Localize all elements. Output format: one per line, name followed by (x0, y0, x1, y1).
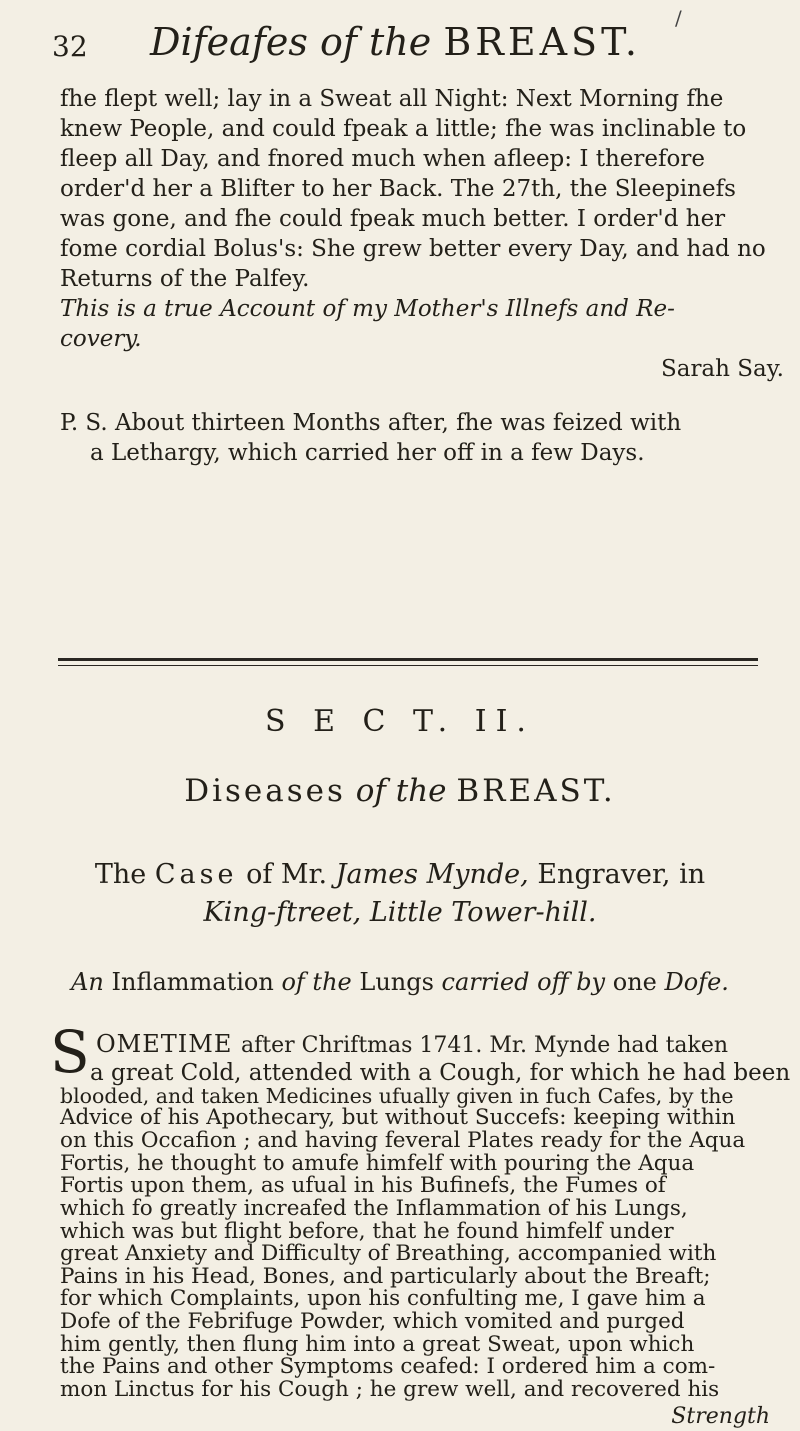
body-line: blooded, and taken Medicines ufually given in fuch Cafes, by the (60, 1084, 734, 1108)
running-header (52, 18, 752, 70)
heading-breast: BREAST. (456, 773, 616, 809)
section-divider (58, 658, 758, 666)
case-of-mr: of Mr. (246, 859, 328, 890)
catchword: Strength (671, 1404, 770, 1429)
case-name: James Mynde, (335, 859, 529, 890)
page-number: 32 (52, 30, 88, 63)
opening-line (96, 1030, 728, 1058)
running-title-italic: Difeafes of the (150, 20, 432, 64)
margin-mark: / (675, 6, 682, 30)
text-line: Returns of the Palfey. (60, 266, 310, 292)
body-line: which was but flight before, that he found himfelf under (60, 1219, 674, 1244)
subtitle-of-the: of the (281, 968, 352, 996)
postscript-line: a Lethargy, which carried her off in a few Days. (90, 440, 645, 466)
opening-word: OMETIME (96, 1030, 233, 1058)
body-line: which fo greatly increafed the Inflammation of his Lungs, (60, 1196, 688, 1221)
body-line: mon Linctus for his Cough ; he grew well, and recovered his (60, 1377, 720, 1402)
subtitle-carried: carried off by (441, 968, 606, 996)
case-word: Case (154, 859, 238, 890)
subtitle-inflammation: Inflammation (111, 968, 274, 996)
case-subtitle (0, 968, 800, 996)
case-trade: Engraver, in (537, 859, 706, 890)
subtitle-dofe: Dofe. (664, 968, 729, 996)
body-line: Dofe of the Febrifuge Powder, which vomited and purged (60, 1309, 685, 1334)
section-title: S E C T. II. (265, 704, 535, 739)
subtitle-one: one (612, 968, 657, 996)
case-the: The (94, 859, 147, 890)
text-line: knew People, and could fpeak a little; fhe was inclinable to (60, 116, 747, 142)
heading-diseases: Diseases (184, 773, 346, 809)
body-line: Advice of his Apothecary, but without Succefs: keeping within (60, 1105, 736, 1130)
body-line: him gently, then flung him into a great Sweat, upon which (60, 1332, 695, 1357)
running-title-caps: BREAST. (443, 20, 641, 64)
body-line: Pains in his Head, Bones, and particularly about the Breaft; (60, 1264, 711, 1289)
account-line: covery. (60, 326, 142, 352)
heading-of-the: of the (355, 773, 447, 809)
text-line: was gone, and fhe could fpeak much better. I order'd her (60, 206, 726, 232)
subtitle-an: An (71, 968, 104, 996)
body-line: the Pains and other Symptoms ceafed: I ordered him a com- (60, 1354, 716, 1379)
body-line: great Anxiety and Difficulty of Breathing, accompanied with (60, 1241, 717, 1266)
section-heading (0, 773, 800, 809)
body-line: Fortis upon them, as ufual in his Bufinefs, the Fumes of (60, 1173, 666, 1198)
running-title (150, 20, 641, 64)
subtitle-lungs: Lungs (359, 968, 434, 996)
text-line: fleep all Day, and fnored much when afleep: I therefore (60, 146, 705, 172)
body-line: Fortis, he thought to amufe himfelf with pouring the Aqua (60, 1151, 695, 1176)
drop-cap: S (50, 1018, 90, 1086)
text-line: order'd her a Blifter to her Back. The 27th, the Sleepinefs (60, 176, 736, 202)
body-line: for which Complaints, upon his confulting me, I gave him a (60, 1286, 706, 1311)
account-line: This is a true Account of my Mother's Illnefs and Re- (60, 296, 675, 322)
case-address: King-ftreet, Little Tower-hill. (203, 897, 597, 928)
text-line: fhe flept well; lay in a Sweat all Night: Next Morning fhe (60, 86, 724, 112)
body-line: on this Occafion ; and having feveral Plates ready for the Aqua (60, 1128, 746, 1153)
signature: Sarah Say. (660, 356, 784, 382)
case-title (0, 859, 800, 890)
text-line: fome cordial Bolus's: She grew better every Day, and had no (60, 236, 766, 262)
opening-rest: after Chriftmas 1741. Mr. Mynde had taken (241, 1033, 729, 1058)
postscript-line: P. S. About thirteen Months after, fhe was feized with (60, 410, 682, 436)
body-line: a great Cold, attended with a Cough, for which he had been (90, 1060, 791, 1086)
